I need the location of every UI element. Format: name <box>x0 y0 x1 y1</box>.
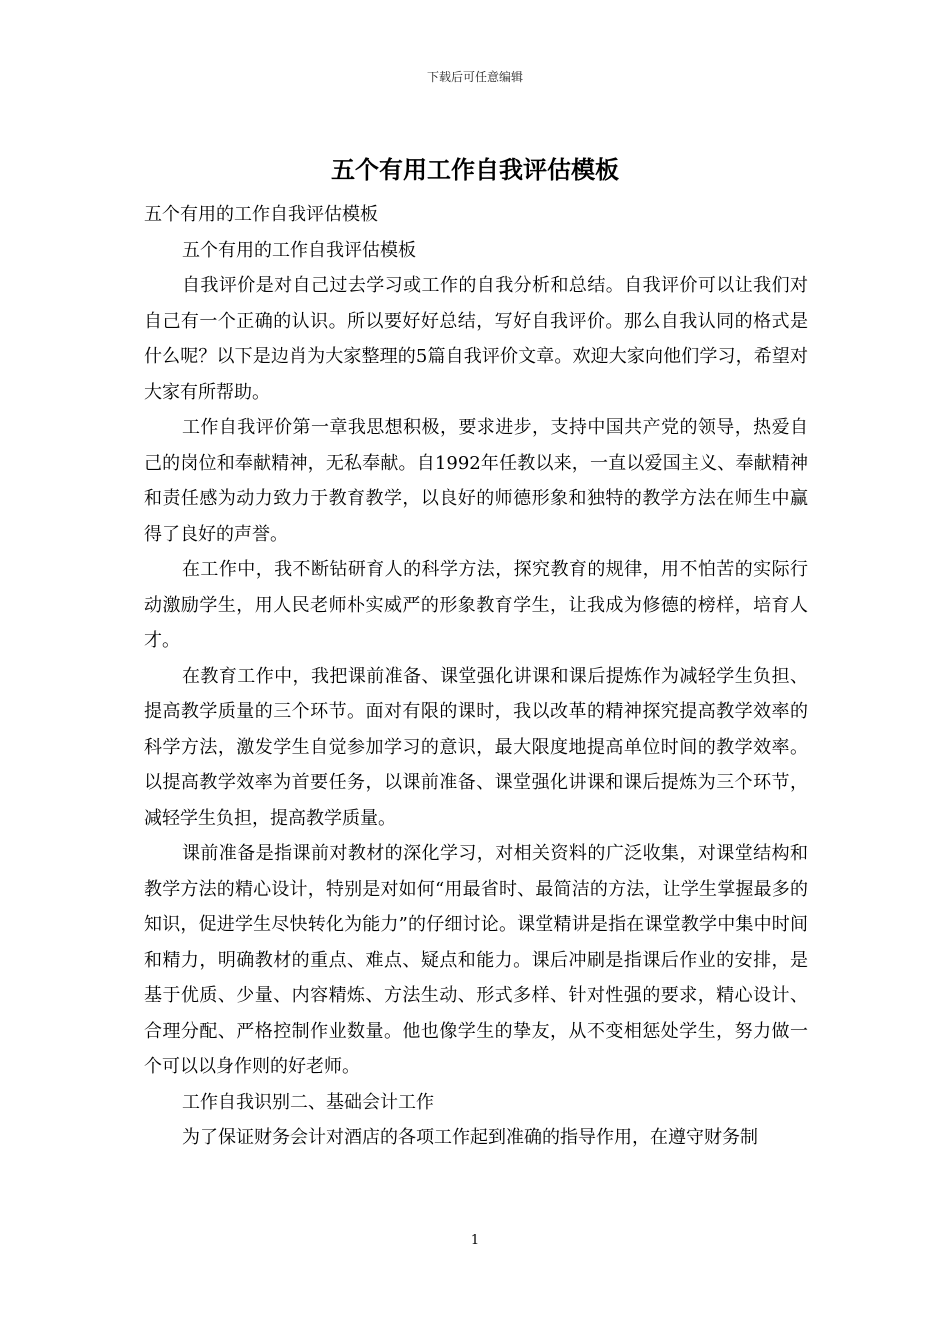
paragraph: 五个有用的工作自我评估模板 <box>182 239 416 261</box>
section-heading: 工作自我识别二、基础会计工作 <box>182 1091 434 1113</box>
paragraph: 工作自我评价第一章我思想积极，要求进步，支持中国共产党的领导，热爱自己的岗位和奉献精神，无私奉献。自1992年任教以来，一直以爱国主义、奉献精神和责任感为动力致力于教育教学，以良好的师德形象和独特的教学方法在师生中赢得了良好的声誉。 <box>144 417 808 545</box>
document-body <box>144 197 808 1156</box>
paragraph: 课前准备是指课前对教材的深化学习，对相关资料的广泛收集，对课堂结构和教学方法的精心设计，特别是对如何“用最省时、最简洁的方法，让学生掌握最多的知识，促进学生尽快转化为能力”的仔细讨论。课堂精讲是指在课堂教学中集中时间和精力，明确教材的重点、难点、疑点和能力。课后冲刷是指课后作业的安排，是基于优质、少量、内容精炼、方法生动、形式多样、针对性强的要求，精心设计、合理分配、严格控制作业数量。他也像学生的挚友，从不变相惩处学生，努力做一个可以以身作则的好老师。 <box>144 843 808 1077</box>
paragraph: 在工作中，我不断钻研育人的科学方法，探究教育的规律，用不怕苦的实际行动激励学生，用人民老师朴实威严的形象教育学生，让我成为修德的榜样，培育人才。 <box>144 559 808 651</box>
document-subtitle: 五个有用的工作自我评估模板 <box>144 204 378 225</box>
paragraph: 在教育工作中，我把课前准备、课堂强化讲课和课后提炼作为减轻学生负担、提高教学质量的三个环节。面对有限的课时，我以改革的精神探究提高教学效率的科学方法，激发学生自觉参加学习的意识，最大限度地提高单位时间的教学效率。以提高教学效率为首要任务，以课前准备、课堂强化讲课和课后提炼为三个环节，减轻学生负担，提高教学质量。 <box>144 665 808 829</box>
paragraph: 自我评价是对自己过去学习或工作的自我分析和总结。自我评价可以让我们对自己有一个正确的认识。所以要好好总结，写好自我评价。那么自我认同的格式是什么呢？以下是边肖为大家整理的5篇自我评价文章。欢迎大家向他们学习，希望对大家有所帮助。 <box>144 275 808 403</box>
page-number: 1 <box>470 1233 480 1248</box>
header-note: 下载后可任意编辑 <box>426 70 523 84</box>
paragraph: 为了保证财务会计对酒店的各项工作起到准确的指导作用，在遵守财务制 <box>182 1127 758 1148</box>
document-title: 五个有用工作自我评估模板 <box>331 155 619 184</box>
